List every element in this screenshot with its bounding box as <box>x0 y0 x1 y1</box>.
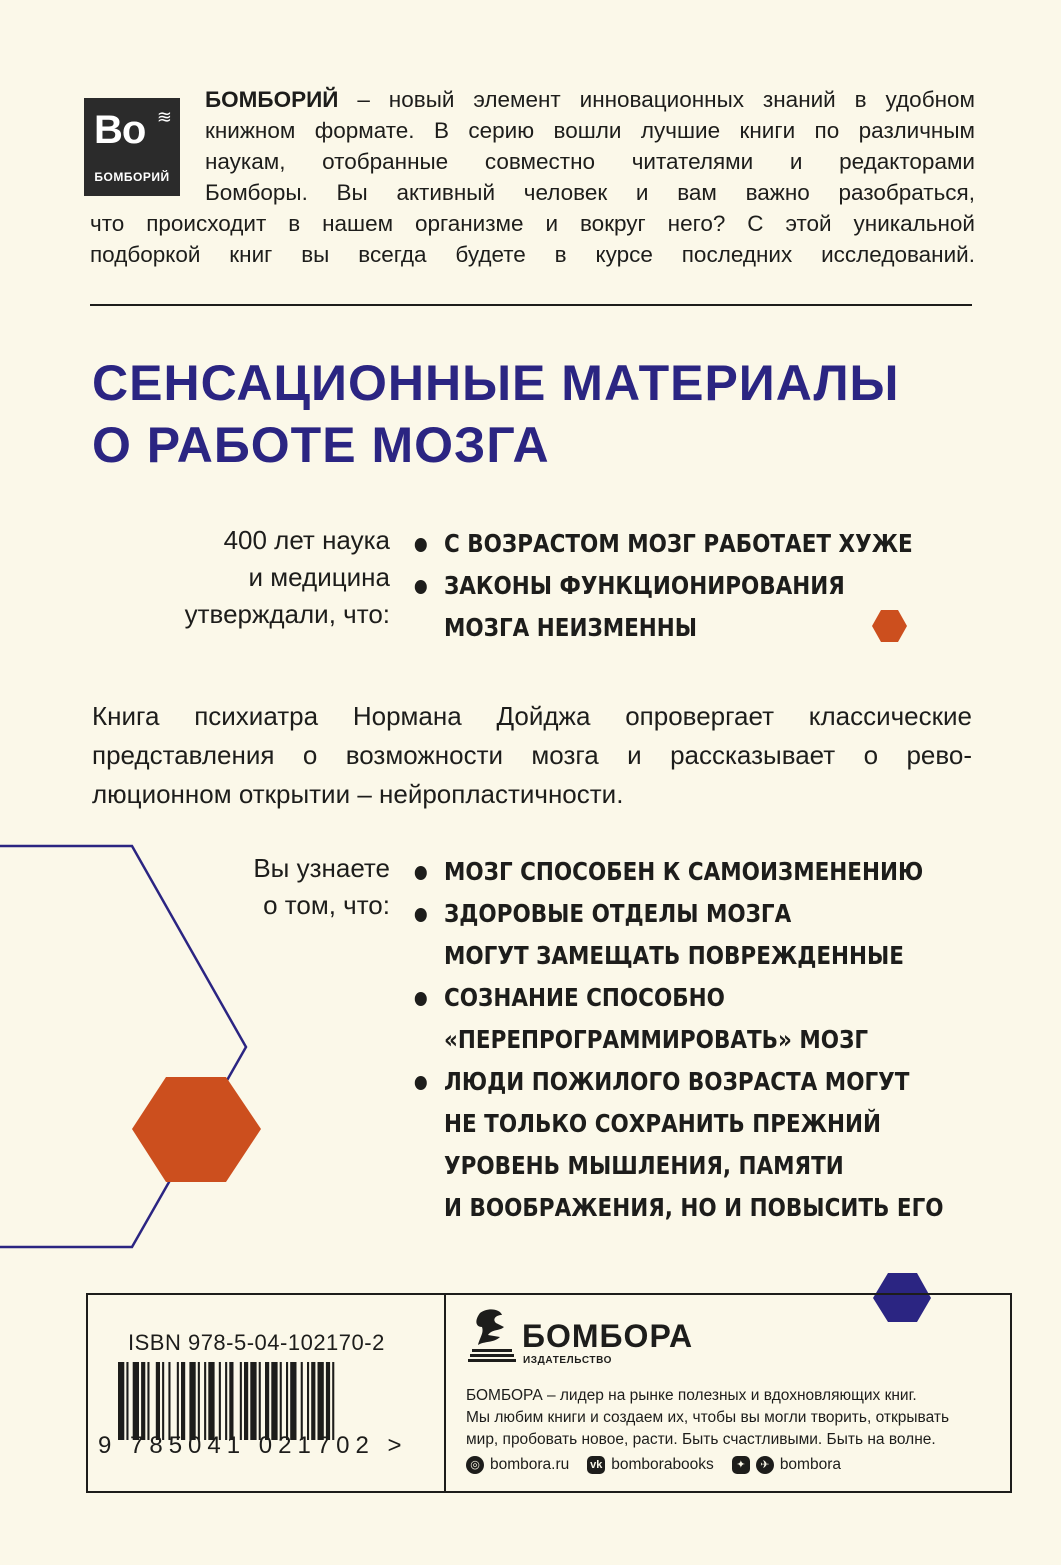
lead-line: и медицина <box>248 562 390 592</box>
barcode-bar <box>240 1362 242 1440</box>
bullet-text: УРОВЕНЬ МЫШЛЕНИЯ, ПАМЯТИ <box>444 1151 844 1180</box>
barcode-bar <box>250 1362 256 1440</box>
headline-line: СЕНСАЦИОННЫЕ МАТЕРИАЛЫ <box>92 355 900 411</box>
description-line: мир, пробовать новое, расти. Быть счастливыми. Быть на волне. <box>466 1431 936 1448</box>
intro-line: книжном формате. В серию вошли лучшие книги по различным <box>205 118 975 143</box>
bullet-text: ЗДОРОВЫЕ ОТДЕЛЫ МОЗГА <box>444 899 792 928</box>
lead-line: Вы узнаете <box>253 853 390 883</box>
barcode-bar <box>219 1362 221 1440</box>
link-text: bombora <box>779 1456 841 1473</box>
barcode-bar <box>118 1362 124 1440</box>
link-text: bombora.ru <box>490 1456 570 1473</box>
bullet-item <box>444 893 944 977</box>
barcode-bar <box>271 1362 277 1440</box>
intro-line <box>205 84 975 115</box>
link-text: bomborabooks <box>611 1456 714 1473</box>
barcode-bar <box>326 1362 330 1440</box>
telegram-icon: ✈ <box>756 1456 774 1474</box>
bullet-item <box>444 977 944 1061</box>
barcode-bar <box>156 1362 160 1440</box>
barcode <box>118 1362 404 1440</box>
bullet-dot-icon <box>415 908 427 922</box>
bullet-item <box>444 523 913 565</box>
barcode-bar <box>290 1362 296 1440</box>
social-icon: ✦ <box>732 1456 750 1474</box>
bullet-item <box>444 1061 944 1229</box>
bullet-dot-icon <box>415 580 427 594</box>
barcode-bar <box>286 1362 288 1440</box>
bullet-dot-icon <box>415 992 427 1006</box>
bullet-dot-icon <box>415 866 427 880</box>
lead-line: о том, что: <box>263 890 390 920</box>
section2-lead <box>100 850 390 924</box>
bullet-text: ЗАКОНЫ ФУНКЦИОНИРОВАНИЯ <box>444 571 845 600</box>
publisher-description <box>466 1385 986 1451</box>
barcode-bar <box>208 1362 214 1440</box>
paragraph-line: люционном открытии – нейропластичности. <box>92 779 624 809</box>
paragraph-line: Книга психиатра Нормана Дойджа опровергает классические <box>92 701 972 731</box>
vk-icon: vk <box>587 1456 605 1474</box>
lead-line: 400 лет наука <box>223 525 390 555</box>
intro-line: Бомборы. Вы активный человек и вам важно разобраться, <box>205 180 975 205</box>
section1-bullets <box>444 523 913 649</box>
bullet-text: МОЗГ СПОСОБЕН К САМОИЗМЕНЕНИЮ <box>444 857 924 886</box>
barcode-bar <box>311 1362 315 1440</box>
barcode-bar <box>177 1362 179 1440</box>
intro-brand: БОМБОРИЙ <box>205 87 339 112</box>
waves-icon: ≋ <box>156 107 172 127</box>
bullet-text: МОЗГА НЕИЗМЕННЫ <box>444 613 698 642</box>
website-link[interactable] <box>466 1456 569 1474</box>
paragraph-line: представления о возможности мозга и рассказывает о рево- <box>92 740 972 770</box>
barcode-bar <box>332 1362 334 1440</box>
barcode-bar <box>259 1362 261 1440</box>
surfer-logo-icon <box>466 1307 518 1365</box>
intro-line: подборкой книг вы всегда будете в курсе последних исследований. <box>90 242 975 267</box>
publisher-subtitle: ИЗДАТЕЛЬСТВО <box>523 1355 613 1366</box>
barcode-bar <box>265 1362 269 1440</box>
bullet-dot-icon <box>415 1076 427 1090</box>
bullet-dot-icon <box>415 538 427 552</box>
bullet-text: С ВОЗРАСТОМ МОЗГ РАБОТАЕТ ХУЖЕ <box>444 529 913 558</box>
publisher-name: БОМБОРА <box>522 1318 694 1354</box>
barcode-bar <box>318 1362 324 1440</box>
globe-icon: ◎ <box>466 1456 484 1474</box>
bullet-text: «ПЕРЕПРОГРАММИРОВАТЬ» МОЗГ <box>444 1025 869 1054</box>
section2-bullets <box>444 851 944 1229</box>
description-paragraph <box>92 697 972 814</box>
vk-link[interactable] <box>587 1456 714 1474</box>
isbn-text: ISBN 978-5-04-102170-2 <box>128 1330 385 1355</box>
description-line: БОМБОРА – лидер на рынке полезных и вдохновляющих книг. <box>466 1387 917 1404</box>
orange-hexagon-large <box>132 1077 261 1182</box>
barcode-bar <box>162 1362 164 1440</box>
section1-lead <box>100 522 390 633</box>
barcode-bar <box>181 1362 185 1440</box>
bullet-text: СОЗНАНИЕ СПОСОБНО <box>444 983 725 1012</box>
bullet-item <box>444 565 913 649</box>
barcode-bar <box>126 1362 128 1440</box>
barcode-bar <box>189 1362 195 1440</box>
headline <box>92 352 992 476</box>
barcode-bar <box>301 1362 303 1440</box>
publisher-links <box>466 1456 841 1474</box>
description-line: Мы любим книги и создаем их, чтобы вы могли творить, открывать <box>466 1409 950 1426</box>
lead-line: утверждали, что: <box>184 599 390 629</box>
intro-line: что происходит в нашем организме и вокруг него? С этой уникальной <box>90 211 975 236</box>
intro-line: наукам, отобранные совместно читателями и редакторами <box>205 149 975 174</box>
barcode-bar <box>229 1362 233 1440</box>
social-link[interactable] <box>732 1456 841 1474</box>
logo-mark: Bo <box>94 108 146 152</box>
barcode-digits: 9 785041 021702 > <box>98 1432 408 1459</box>
barcode-bar <box>147 1362 149 1440</box>
barcode-bar <box>133 1362 139 1440</box>
bullet-text: МОГУТ ЗАМЕЩАТЬ ПОВРЕЖДЕННЫЕ <box>444 941 904 970</box>
barcode-bar <box>204 1362 206 1440</box>
series-logo <box>84 98 180 196</box>
barcode-bar <box>168 1362 170 1440</box>
barcode-bar <box>198 1362 200 1440</box>
barcode-bar <box>280 1362 282 1440</box>
logo-label: БОМБОРИЙ <box>94 170 170 184</box>
bullet-text: И ВООБРАЖЕНИЯ, НО И ПОВЫСИТЬ ЕГО <box>444 1193 944 1222</box>
bullet-text: ЛЮДИ ПОЖИЛОГО ВОЗРАСТА МОГУТ <box>444 1067 910 1096</box>
intro-line-text: – новый элемент инновационных знаний в удобном <box>338 87 975 112</box>
bullet-text: НЕ ТОЛЬКО СОХРАНИТЬ ПРЕЖНИЙ <box>444 1109 881 1138</box>
barcode-bar <box>244 1362 248 1440</box>
barcode-bar <box>307 1362 309 1440</box>
bullet-item <box>444 851 944 893</box>
divider <box>90 304 972 306</box>
barcode-bar <box>225 1362 227 1440</box>
info-box-divider <box>444 1293 446 1493</box>
barcode-bar <box>141 1362 145 1440</box>
headline-line: О РАБОТЕ МОЗГА <box>92 417 550 473</box>
